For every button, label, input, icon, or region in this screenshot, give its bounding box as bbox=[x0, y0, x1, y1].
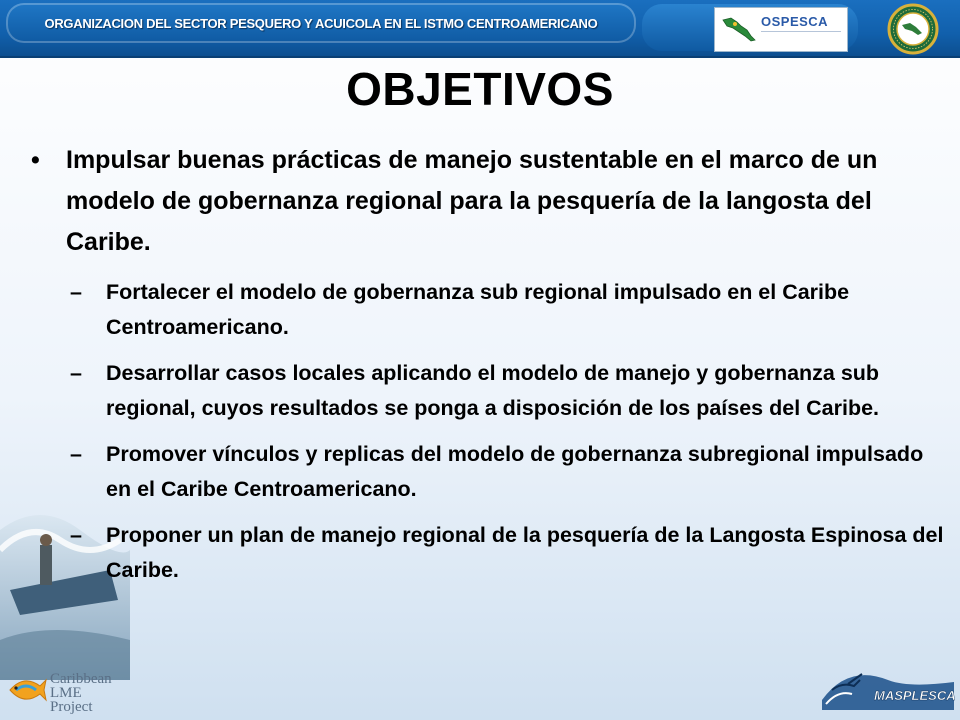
caribbean-lme-logo-text bbox=[50, 672, 112, 714]
caribbean-logo-line: Caribbean bbox=[50, 671, 112, 687]
sub-bullet-item bbox=[28, 275, 948, 345]
sica-seal-icon bbox=[872, 3, 954, 55]
central-america-map-icon bbox=[721, 14, 757, 44]
dash-icon: – bbox=[70, 361, 82, 385]
sub-bullet-list bbox=[28, 275, 948, 588]
fish-icon bbox=[6, 668, 48, 712]
dash-icon: – bbox=[70, 442, 82, 466]
ospesca-logo-underline bbox=[761, 31, 841, 44]
organization-title: ORGANIZACION DEL SECTOR PESQUERO Y ACUICOLA EN EL ISTMO CENTROAMERICANO bbox=[6, 3, 636, 43]
slide-title: OBJETIVOS bbox=[346, 63, 614, 115]
dash-icon: – bbox=[70, 523, 82, 547]
sub-bullet-text: Fortalecer el modelo de gobernanza sub regional impulsado en el Caribe Centroamericano. bbox=[106, 280, 850, 339]
sub-bullet-item bbox=[28, 437, 948, 507]
caribbean-logo-line: LME bbox=[50, 685, 82, 701]
sub-bullet-text: Desarrollar casos locales aplicando el modelo de manejo y gobernanza sub regional, cuyos resultados se ponga a disposición de los países del Caribe. bbox=[106, 361, 880, 420]
sub-bullet-item bbox=[28, 356, 948, 426]
sub-bullet-text: Promover vínculos y replicas del modelo de gobernanza subregional impulsado en el Caribe Centroamericano. bbox=[106, 442, 924, 501]
bullet-icon: • bbox=[31, 146, 40, 174]
main-bullet-text: Impulsar buenas prácticas de manejo sustentable en el marco de un modelo de gobernanza regional para la pesquería de la langosta del Caribe. bbox=[66, 146, 878, 256]
caribbean-logo-line: Project bbox=[50, 699, 93, 715]
dash-icon: – bbox=[70, 280, 82, 304]
ospesca-logo bbox=[714, 7, 848, 52]
masplesca-logo-text: MASPLESCA bbox=[874, 688, 956, 703]
ospesca-logo-text: OSPESCA bbox=[761, 14, 829, 29]
masplesca-logo bbox=[818, 660, 958, 716]
slide-content bbox=[28, 140, 948, 599]
sub-bullet-text: Proponer un plan de manejo regional de la pesquería de la Langosta Espinosa del Caribe. bbox=[106, 523, 944, 582]
main-bullet bbox=[28, 140, 948, 263]
sub-bullet-item bbox=[28, 518, 948, 588]
